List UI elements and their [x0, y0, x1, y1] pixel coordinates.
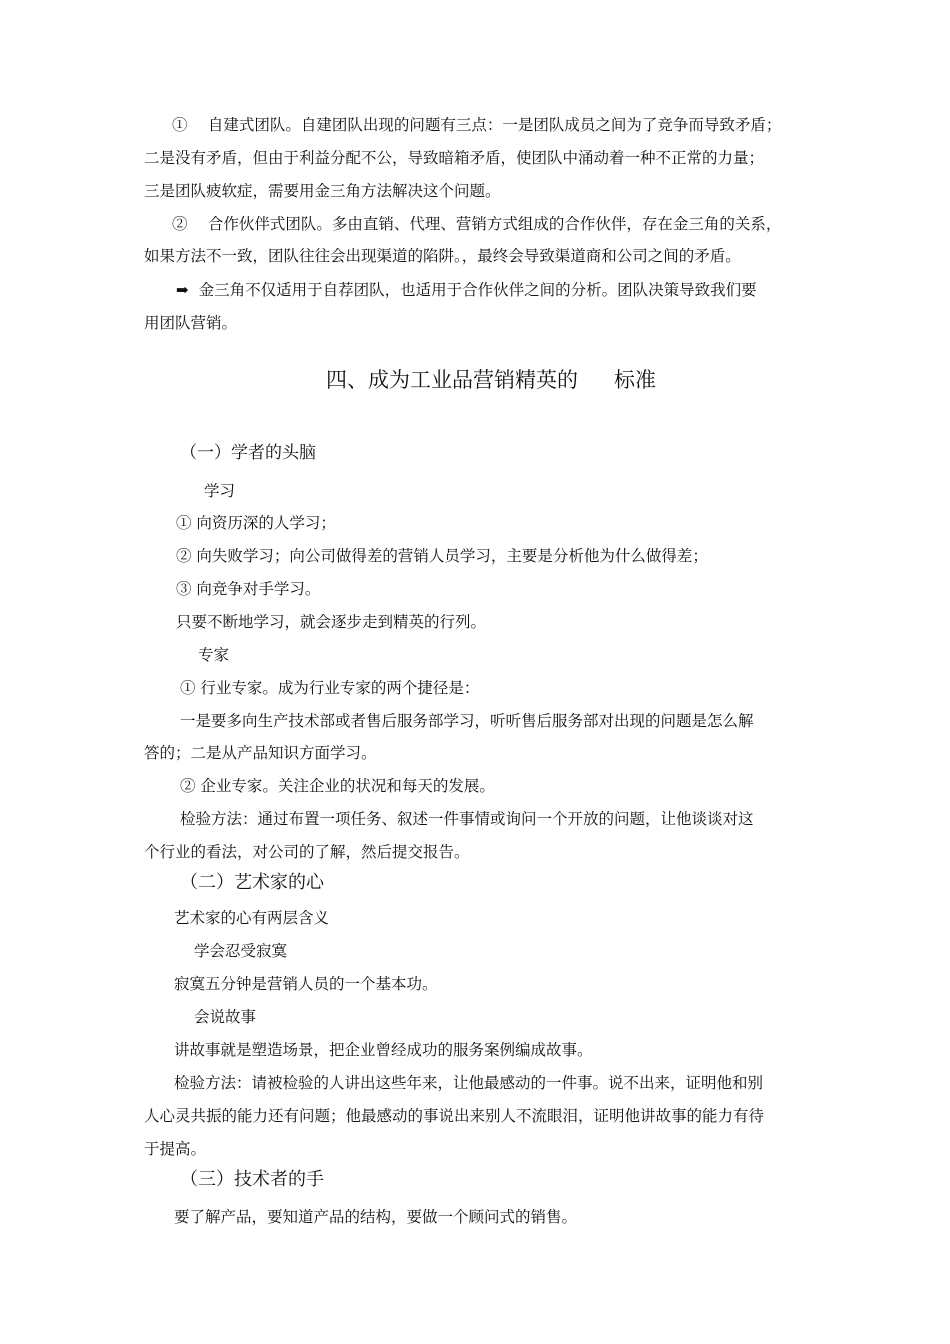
paragraph-line: 二是没有矛盾，但由于利益分配不公，导致暗箱矛盾，使团队中涌动着一种不正常的力量； [144, 149, 765, 167]
list-item: ② 向失败学习；向公司做得差的营销人员学习，主要是分析他为什么做得差； [176, 547, 708, 565]
list-item: ① 行业专家。成为行业专家的两个捷径是： [180, 679, 480, 697]
paragraph-line: 个行业的看法，对公司的了解，然后提交报告。 [144, 843, 470, 861]
section-heading-part-b: 标准 [614, 368, 656, 392]
arrow-right-icon: ➡ [176, 281, 189, 299]
list-item: ② 企业专家。关注企业的状况和每天的发展。 [180, 777, 495, 795]
paragraph-line: 只要不断地学习，就会逐步走到精英的行列。 [176, 613, 487, 631]
subsection-heading: （一）学者的头脑 [180, 443, 316, 463]
paragraph-line: ① 自建式团队。自建团队出现的问题有三点：一是团队成员之间为了竞争而导致矛盾； [172, 116, 782, 134]
paragraph-line: 用团队营销。 [144, 314, 238, 332]
paragraph-line: 艺术家的心有两层含义 [174, 909, 330, 927]
paragraph-line: 答的；二是从产品知识方面学习。 [144, 744, 377, 762]
subsection-label: 学会忍受寂寞 [194, 942, 288, 960]
paragraph-line: 检验方法：请被检验的人讲出这些年来，让他最感动的一件事。说不出来，证明他和别 [174, 1074, 764, 1092]
subsection-label: 专家 [198, 646, 230, 664]
paragraph-line: 要了解产品，要知道产品的结构，要做一个顾问式的销售。 [174, 1208, 578, 1226]
subsection-heading: （三）技术者的手 [180, 1169, 324, 1190]
section-heading-part-a: 四、成为工业品营销精英的 [326, 368, 578, 392]
list-item: ③ 向竞争对手学习。 [176, 580, 321, 598]
paragraph-line: 三是团队疲软症，需要用金三角方法解决这个问题。 [144, 182, 501, 200]
subsection-label: 学习 [204, 482, 236, 500]
subsection-label: 会说故事 [194, 1008, 257, 1026]
paragraph-line: 检验方法：通过布置一项任务、叙述一件事情或询问一个开放的问题，让他谈谈对这 [180, 810, 754, 828]
paragraph-line: 如果方法不一致，团队往往会出现渠道的陷阱。，最终会导致渠道商和公司之间的矛盾。 [144, 247, 741, 265]
paragraph-line: 一是要多向生产技术部或者售后服务部学习，听听售后服务部对出现的问题是怎么解 [180, 712, 754, 730]
paragraph-line: 人心灵共振的能力还有问题；他最感动的事说出来别人不流眼泪，证明他讲故事的能力有待 [144, 1107, 765, 1125]
paragraph-line: ② 合作伙伴式团队。多由直销、代理、营销方式组成的合作伙伴，存在金三角的关系， [172, 215, 782, 233]
paragraph-line: 寂寞五分钟是营销人员的一个基本功。 [174, 975, 438, 993]
subsection-heading: （二）艺术家的心 [180, 872, 324, 893]
paragraph-text: 金三角不仅适用于自荐团队，也适用于合作伙伴之间的分析。团队决策导致我们要 [198, 281, 757, 299]
paragraph-line: 于提高。 [144, 1140, 207, 1158]
paragraph-line-arrow [176, 279, 757, 301]
list-item: ① 向资历深的人学习； [176, 514, 336, 532]
section-heading [326, 366, 656, 394]
paragraph-line: 讲故事就是塑造场景，把企业曾经成功的服务案例编成故事。 [174, 1041, 593, 1059]
